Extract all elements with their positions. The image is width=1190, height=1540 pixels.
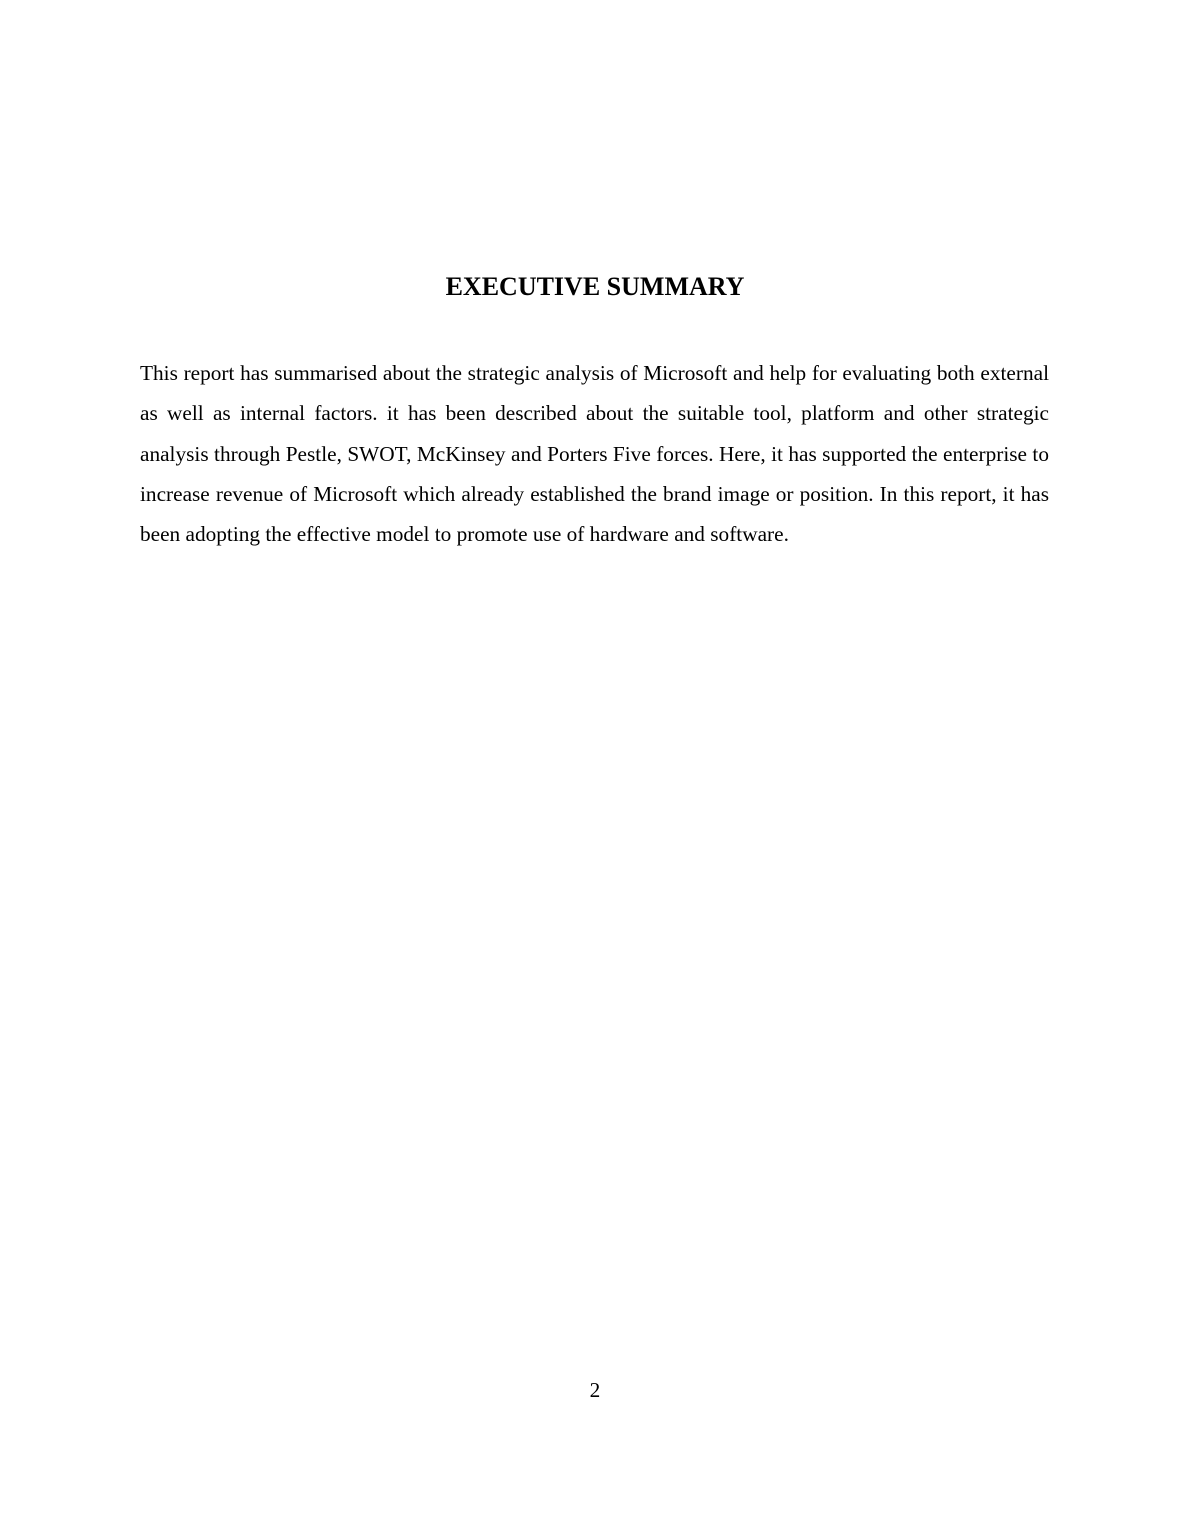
page-number: 2 <box>589 1378 601 1402</box>
section-heading: EXECUTIVE SUMMARY <box>445 272 745 301</box>
summary-paragraph: This report has summarised about the strategic analysis of Microsoft and help for evaluating both external as well as internal factors. it has been described about the suitable tool, platform and other strategic analysis through Pestle, SWOT, McKinsey and Porters Five forces. Here, it has supported the enterprise to increase revenue of Microsoft which already established the brand image or position. In this report, it has been adopting the effective model to promote use of hardware and software. <box>140 361 1049 547</box>
